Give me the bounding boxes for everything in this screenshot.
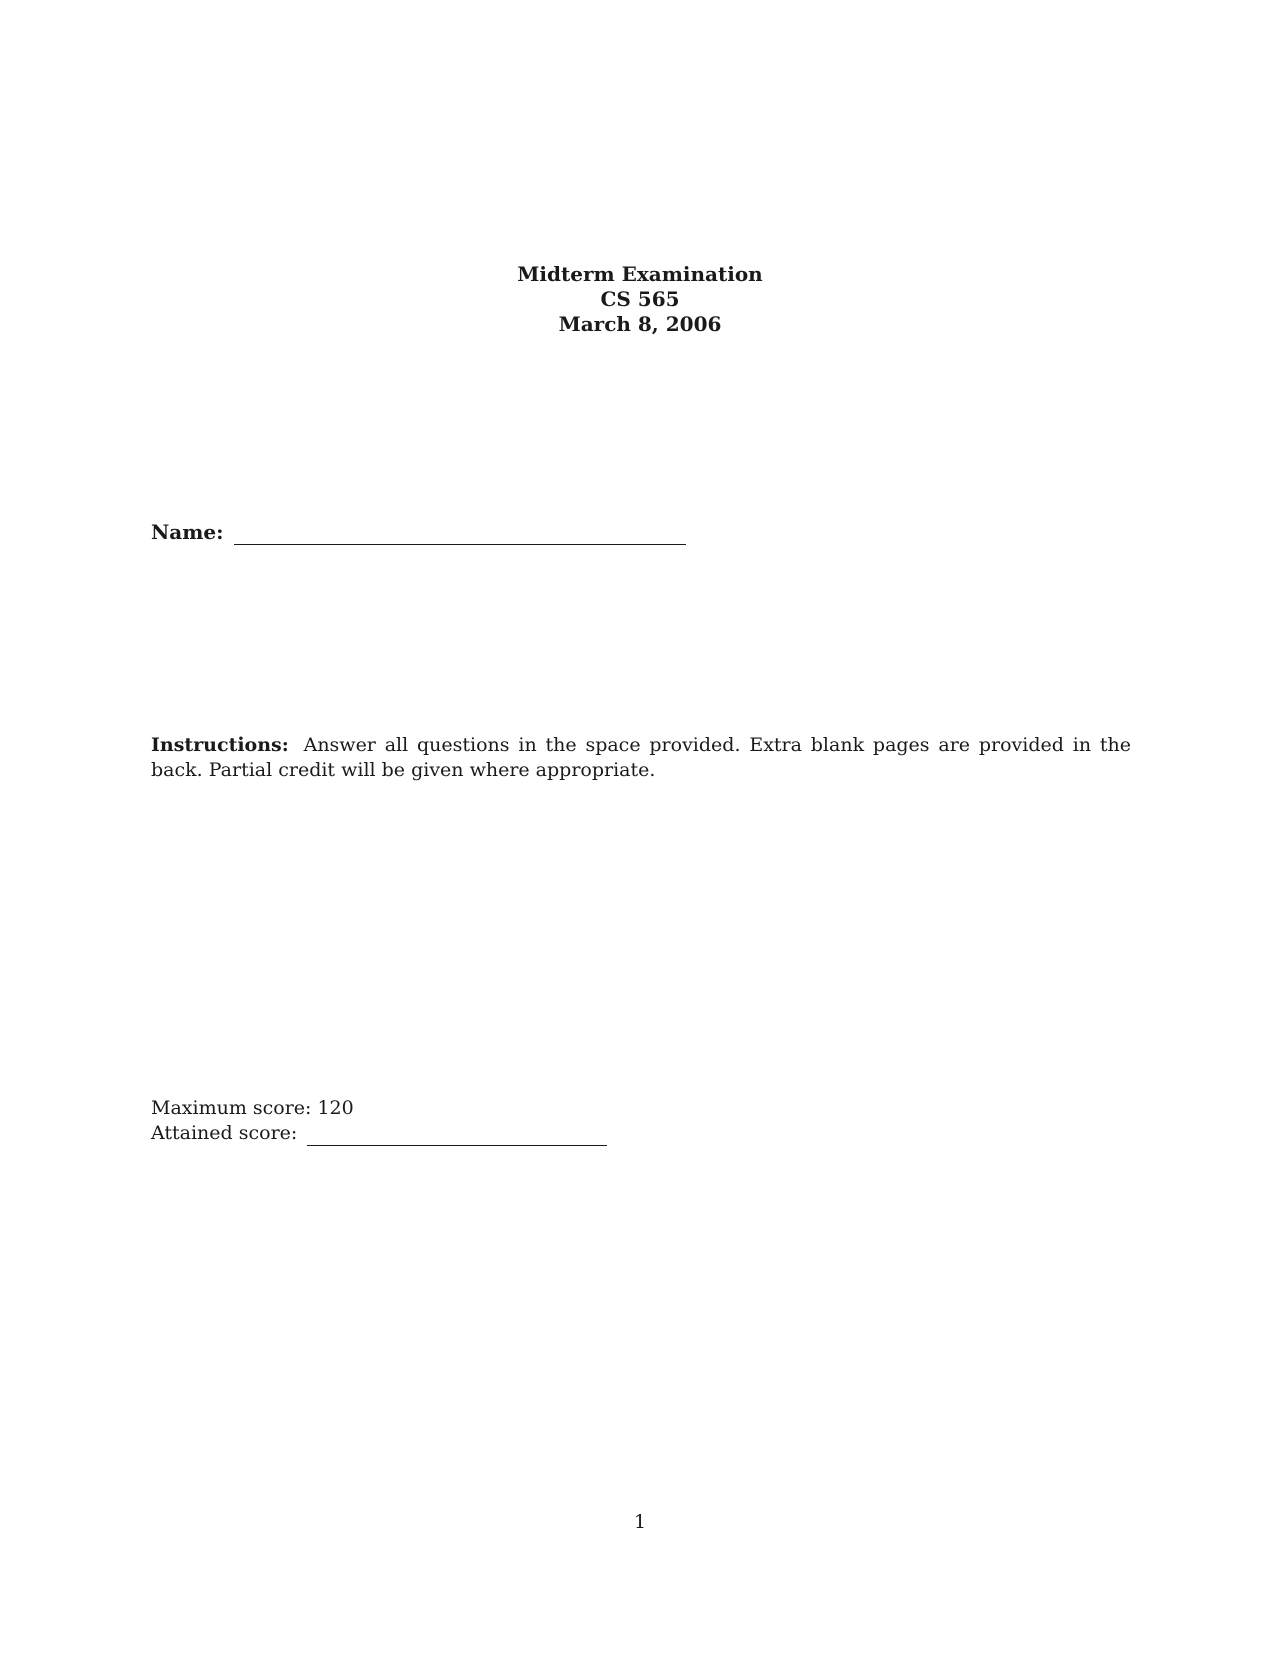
title-block (0, 262, 1280, 337)
name-label: Name: (151, 520, 224, 544)
instructions-paragraph (151, 733, 1131, 783)
exam-title: Midterm Examination (517, 262, 763, 286)
exam-date: March 8, 2006 (558, 312, 722, 336)
instructions-label: Instructions: (151, 734, 289, 756)
name-blank-line[interactable] (234, 524, 686, 545)
attained-score-row (151, 1121, 607, 1146)
maximum-score-row (151, 1096, 607, 1121)
maximum-score-label: Maximum score: (151, 1097, 312, 1119)
attained-score-label: Attained score: (151, 1122, 298, 1144)
name-field (151, 520, 686, 545)
attained-score-blank-line[interactable] (307, 1125, 607, 1146)
course-code: CS 565 (600, 287, 680, 311)
page-number: 1 (633, 1511, 647, 1533)
score-block (151, 1096, 607, 1146)
instructions-text: Answer all questions in the space provided. Extra blank pages are provided in the back. Partial credit will be given where appropriate. (151, 734, 1131, 781)
maximum-score-value: 120 (317, 1097, 354, 1119)
